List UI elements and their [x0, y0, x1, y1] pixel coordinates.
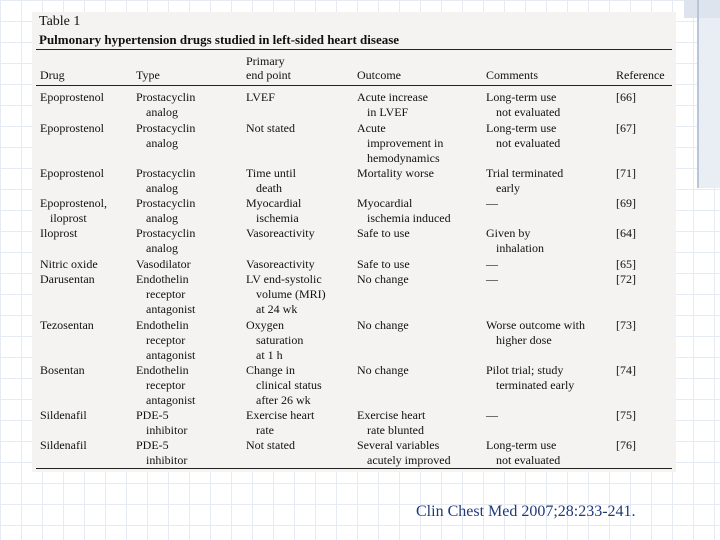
cell-line: Pilot trial; study [486, 363, 564, 377]
table-cell-comments [486, 90, 560, 120]
cell-line: Sildenafil [40, 438, 87, 452]
cell-line: — [486, 408, 498, 422]
cell-line: ischemia [256, 211, 299, 225]
cell-line: analog [146, 181, 178, 195]
header-rule [36, 85, 672, 86]
cell-line: not evaluated [496, 105, 561, 119]
cell-line: receptor [146, 333, 186, 347]
cell-line: Trial terminated [486, 166, 564, 180]
table-label: Table 1 [39, 14, 81, 29]
cell-line: Not stated [246, 121, 295, 135]
table-cell-reference: [64] [616, 226, 636, 240]
table-cell-drug [40, 257, 98, 272]
cell-line: LVEF [246, 90, 275, 104]
table-cell-endpoint [246, 166, 296, 196]
table-cell-reference: [66] [616, 90, 636, 104]
cell-line: LV end-systolic [246, 272, 322, 286]
table-cell-endpoint [246, 226, 315, 241]
bottom-rule [36, 468, 672, 469]
decorative-vertical-line [697, 0, 699, 188]
cell-line: Epoprostenol [40, 90, 104, 104]
table-cell-reference: [76] [616, 438, 636, 452]
cell-line: terminated early [496, 378, 575, 392]
cell-line: PDE-5 [136, 438, 169, 452]
table-cell-endpoint [246, 363, 322, 408]
cell-line: not evaluated [496, 136, 561, 150]
cell-line: ischemia induced [367, 211, 451, 225]
table-cell-reference: [74] [616, 363, 636, 377]
table-cell-endpoint [246, 318, 303, 363]
cell-line: at 1 h [256, 348, 283, 362]
cell-line: Oxygen [246, 318, 284, 332]
table-image [32, 12, 676, 472]
cell-line: Not stated [246, 438, 295, 452]
cell-line: No change [357, 318, 409, 332]
cell-line: receptor [146, 378, 186, 392]
cell-line: — [486, 272, 498, 286]
cell-line: Prostacyclin [136, 121, 196, 135]
cell-line: Safe to use [357, 257, 410, 271]
cell-line: Epoprostenol [40, 166, 104, 180]
cell-line: not evaluated [496, 453, 561, 467]
table-cell-reference: [69] [616, 196, 636, 210]
table-cell-comments [486, 226, 544, 256]
cell-line: analog [146, 136, 178, 150]
decorative-corner-block [684, 0, 720, 18]
table-cell-reference: [65] [616, 257, 636, 271]
table-cell-type [136, 90, 195, 120]
cell-line: at 24 wk [256, 302, 298, 316]
cell-line: after 26 wk [256, 393, 311, 407]
table-cell-reference: [73] [616, 318, 636, 332]
cell-line: rate blunted [367, 423, 424, 437]
table-cell-drug [40, 226, 77, 241]
cell-line: Exercise heart [357, 408, 426, 422]
table-cell-reference: [71] [616, 166, 636, 180]
table-cell-outcome [357, 90, 428, 120]
cell-line: Mortality worse [357, 166, 434, 180]
cell-line: inhibitor [146, 423, 188, 437]
cell-line: analog [146, 241, 178, 255]
cell-line: No change [357, 272, 409, 286]
cell-line: Bosentan [40, 363, 85, 377]
decorative-side-block [698, 18, 720, 188]
table-cell-type [136, 226, 195, 256]
table-cell-reference: [67] [616, 121, 636, 135]
cell-line: Vasoreactivity [246, 226, 315, 240]
cell-line: inhibitor [146, 453, 188, 467]
cell-line: Worse outcome with [486, 318, 586, 332]
cell-line: death [256, 181, 282, 195]
table-cell-endpoint [246, 196, 301, 226]
cell-line: analog [146, 105, 178, 119]
table-cell-type [136, 121, 195, 151]
header-reference: Reference [616, 68, 665, 82]
table-cell-outcome [357, 272, 409, 287]
cell-line: — [486, 196, 498, 210]
cell-line: saturation [256, 333, 304, 347]
header-outcome: Outcome [357, 68, 401, 82]
cell-line: Sildenafil [40, 408, 87, 422]
header-comments: Comments [486, 68, 539, 82]
cell-line: in LVEF [367, 105, 409, 119]
table-cell-drug [40, 438, 87, 453]
table-cell-comments [486, 166, 563, 196]
cell-line: Given by [486, 226, 531, 240]
table-cell-comments [486, 121, 560, 151]
table-cell-comments [486, 438, 560, 468]
cell-line: Acute increase [357, 90, 428, 104]
cell-line: antagonist [146, 348, 196, 362]
table-cell-drug [40, 363, 85, 378]
cell-line: acutely improved [367, 453, 451, 467]
cell-line: Prostacyclin [136, 90, 196, 104]
table-cell-reference: [72] [616, 272, 636, 286]
table-cell-type [136, 196, 195, 226]
table-cell-type [136, 272, 195, 317]
table-cell-outcome [357, 318, 409, 333]
header-type: Type [136, 68, 160, 82]
table-cell-drug [40, 90, 104, 105]
table-cell-drug [40, 196, 107, 226]
cell-line: Acute [357, 121, 386, 135]
table-cell-endpoint [246, 257, 315, 272]
table-cell-drug [40, 121, 104, 136]
table-cell-type [136, 438, 187, 468]
cell-line: Several variables [357, 438, 440, 452]
table-cell-outcome [357, 166, 434, 181]
table-cell-drug [40, 272, 95, 287]
cell-line: Epoprostenol, [40, 196, 107, 210]
cell-line: Myocardial [357, 196, 413, 210]
cell-line: Time until [246, 166, 296, 180]
cell-line: iloprost [50, 211, 87, 225]
cell-line: Tezosentan [40, 318, 94, 332]
cell-line: Change in [246, 363, 295, 377]
table-cell-comments [486, 257, 498, 272]
cell-line: rate [256, 423, 274, 437]
cell-line: Endothelin [136, 272, 189, 286]
cell-line: Safe to use [357, 226, 410, 240]
cell-line: Epoprostenol [40, 121, 104, 135]
cell-line: Endothelin [136, 318, 189, 332]
table-cell-outcome [357, 196, 451, 226]
cell-line: early [496, 181, 520, 195]
table-cell-outcome [357, 226, 410, 241]
table-cell-outcome [357, 438, 451, 468]
cell-line: PDE-5 [136, 408, 169, 422]
cell-line: hemodynamics [367, 151, 440, 165]
table-cell-reference: [75] [616, 408, 636, 422]
table-cell-outcome [357, 363, 409, 378]
table-cell-outcome [357, 408, 425, 438]
table-cell-outcome [357, 257, 410, 272]
table-title: Pulmonary hypertension drugs studied in left-sided heart disease [39, 32, 400, 47]
cell-line: Endothelin [136, 363, 189, 377]
table-cell-type [136, 408, 187, 438]
cell-line: Exercise heart [246, 408, 315, 422]
header-endpoint-line1: Primary [246, 54, 285, 68]
cell-line: No change [357, 363, 409, 377]
cell-line: higher dose [496, 333, 552, 347]
table-cell-endpoint [246, 438, 295, 453]
cell-line: Vasoreactivity [246, 257, 315, 271]
cell-line: receptor [146, 287, 186, 301]
cell-line: Long-term use [486, 438, 557, 452]
cell-line: Prostacyclin [136, 196, 196, 210]
table-cell-type [136, 363, 195, 408]
cell-line: Vasodilator [136, 257, 191, 271]
table-cell-comments [486, 196, 498, 211]
cell-line: Darusentan [40, 272, 95, 286]
cell-line: Prostacyclin [136, 226, 196, 240]
table-cell-type [136, 257, 191, 272]
table-cell-endpoint [246, 90, 275, 105]
cell-line: Iloprost [40, 226, 78, 240]
cell-line: Myocardial [246, 196, 302, 210]
cell-line: analog [146, 211, 178, 225]
cell-line: inhalation [496, 241, 544, 255]
table-cell-outcome [357, 121, 443, 166]
table-cell-endpoint [246, 121, 295, 136]
table-cell-comments [486, 408, 498, 423]
cell-line: volume (MRI) [256, 287, 326, 301]
table-cell-drug [40, 408, 87, 423]
cell-line: antagonist [146, 393, 196, 407]
table-cell-endpoint [246, 272, 326, 317]
table-cell-comments [486, 272, 498, 287]
table-cell-type [136, 318, 195, 363]
cell-line: Long-term use [486, 90, 557, 104]
table-cell-endpoint [246, 408, 314, 438]
header-endpoint-line2: end point [246, 68, 291, 82]
cell-line: Nitric oxide [40, 257, 98, 271]
table-cell-type [136, 166, 195, 196]
citation-caption: Clin Chest Med 2007;28:233-241. [416, 503, 636, 520]
header-drug: Drug [40, 68, 65, 82]
cell-line: antagonist [146, 302, 196, 316]
cell-line: Prostacyclin [136, 166, 196, 180]
table-cell-drug [40, 318, 94, 333]
table-cell-comments [486, 318, 585, 348]
title-rule [36, 49, 672, 50]
table-cell-comments [486, 363, 574, 393]
cell-line: Long-term use [486, 121, 557, 135]
cell-line: improvement in [367, 136, 444, 150]
cell-line: — [486, 257, 498, 271]
table-cell-drug [40, 166, 104, 181]
cell-line: clinical status [256, 378, 322, 392]
